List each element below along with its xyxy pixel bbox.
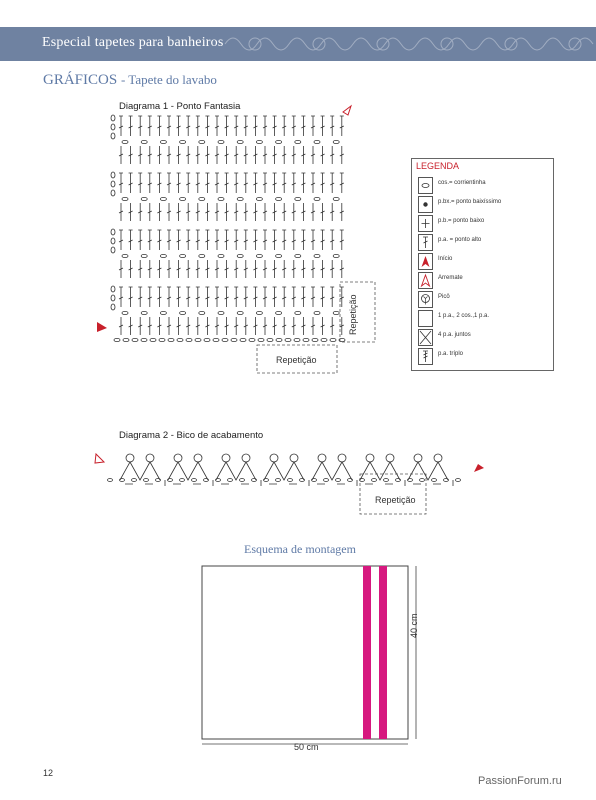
diagram1-chart — [95, 100, 385, 380]
header-title: Especial tapetes para banheiros — [42, 35, 224, 50]
finish-arrow-icon — [343, 106, 351, 115]
finish-arrow-icon — [419, 273, 432, 288]
top-margin — [0, 0, 596, 27]
legend-item: Início — [414, 253, 550, 270]
watermark: PassionForum.ru — [478, 775, 562, 787]
legend-box — [411, 158, 554, 371]
triple-crochet-icon — [419, 349, 432, 364]
legend-item: p.b.= ponto baixo — [414, 215, 550, 232]
scheme-diagram — [196, 560, 436, 750]
legend-item: p.a. = ponto alto — [414, 234, 550, 251]
section-title-main: GRÁFICOS — [43, 72, 118, 88]
legend-item: p.a. tríplo — [414, 348, 550, 365]
diagram2-repeat-label: Repetição — [375, 495, 416, 505]
diagram2-title: Diagrama 2 - Bico de acabamento — [119, 430, 264, 441]
diagram1-repeat-horizontal-label: Repetição — [276, 355, 317, 365]
chain-icon — [419, 178, 432, 193]
page-number: 12 — [43, 768, 54, 778]
start-arrow-icon — [97, 322, 107, 332]
legend-item: Arremate — [414, 272, 550, 289]
legend-item: p.bx.= ponto baixíssimo — [414, 196, 550, 213]
legend-item: 4 p.a. juntos — [414, 329, 550, 346]
single-crochet-icon — [419, 216, 432, 231]
legend-item: Picô — [414, 291, 550, 308]
double-crochet-icon — [419, 235, 432, 250]
section-title — [43, 72, 217, 89]
section-subtitle: - Tapete do lavabo — [120, 72, 217, 87]
legend-item: cos.= corrientinha — [414, 177, 550, 194]
stripe-2 — [379, 566, 387, 739]
diagram2-chart — [92, 440, 492, 520]
decrease-icon — [419, 330, 432, 345]
finish-arrow-icon — [95, 454, 104, 463]
header-ornament — [215, 27, 596, 61]
diagram1-title: Diagrama 1 - Ponto Fantasia — [119, 101, 241, 112]
legend-item: 1 p.a., 2 cos.,1 p.a. — [414, 310, 550, 327]
scheme-title: Esquema de montagem — [244, 542, 356, 556]
rug-outline — [202, 566, 408, 739]
width-label: 50 cm — [294, 742, 319, 752]
start-arrow-icon — [419, 254, 432, 269]
legend-title: LEGENDA — [416, 161, 460, 171]
picot-icon — [419, 292, 432, 307]
repeat-bracket — [360, 474, 426, 514]
stripe-1 — [363, 566, 371, 739]
start-arrow-icon — [474, 464, 484, 472]
cluster-icon — [419, 311, 432, 326]
slip-stitch-icon — [419, 197, 432, 212]
height-label: 40 cm — [409, 613, 419, 638]
diagram1-repeat-vertical-label: Repetição — [348, 294, 358, 335]
